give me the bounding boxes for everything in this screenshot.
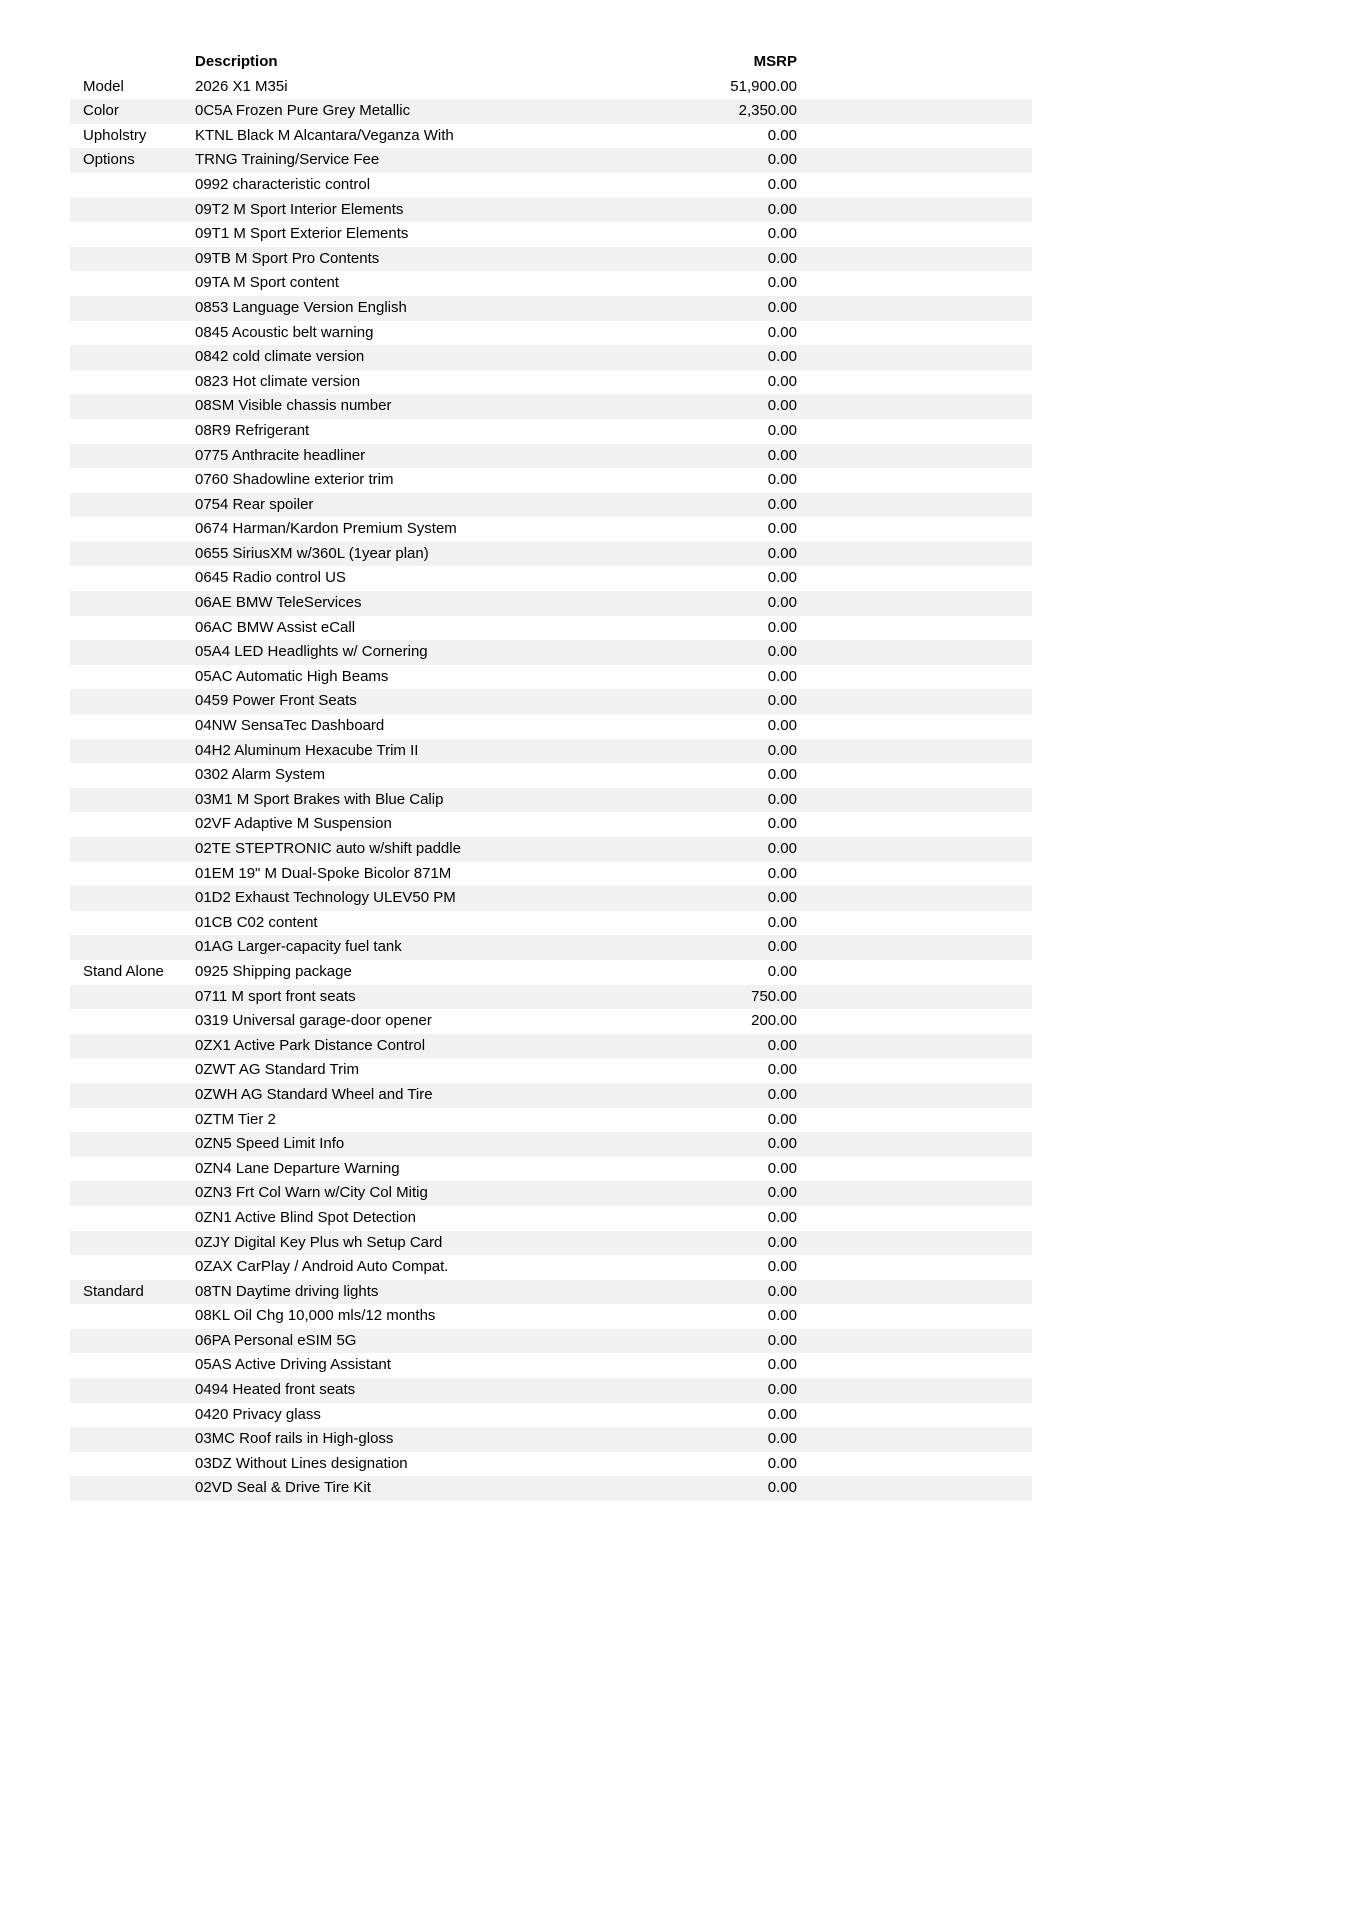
row-msrp-value: 0.00 — [767, 175, 797, 193]
row-description-label: 03M1 M Sport Brakes with Blue Calip — [195, 788, 600, 813]
row-description-label: 05AS Active Driving Assistant — [195, 1356, 391, 1374]
header-description-label: Description — [195, 53, 278, 70]
row-category-label — [70, 812, 195, 837]
row-category-label — [70, 935, 195, 960]
row-spacer-cell — [797, 173, 1032, 198]
row-spacer-cell — [797, 763, 1032, 788]
row-msrp-value: 0.00 — [600, 689, 797, 714]
row-msrp-value: 0.00 — [767, 618, 797, 636]
table-row — [70, 394, 1032, 419]
row-spacer-cell — [797, 886, 1032, 911]
row-spacer-cell — [797, 75, 1032, 100]
row-spacer-cell — [797, 1108, 1032, 1133]
row-description-label: 0845 Acoustic belt warning — [195, 323, 374, 341]
row-spacer-cell — [797, 1009, 1032, 1034]
row-description-label: 0302 Alarm System — [195, 766, 326, 784]
row-description-label: 06PA Personal eSIM 5G — [195, 1329, 600, 1354]
table-row — [70, 935, 1032, 960]
row-category-label — [70, 345, 195, 370]
row-description-label: 0992 characteristic control — [195, 175, 371, 193]
row-spacer-cell — [797, 1452, 1032, 1477]
row-description-label: 0760 Shadowline exterior trim — [195, 471, 394, 489]
row-msrp-value: 0.00 — [600, 296, 797, 321]
table-row — [70, 222, 1032, 247]
row-category-label — [70, 468, 195, 493]
row-msrp-value: 0.00 — [600, 1132, 797, 1157]
row-description-label: 01EM 19" M Dual-Spoke Bicolor 871M — [195, 864, 452, 882]
row-description-label: 0842 cold climate version — [195, 345, 600, 370]
table-row — [70, 1034, 1032, 1059]
row-msrp-value: 0.00 — [600, 788, 797, 813]
row-description-label: 0ZTM Tier 2 — [195, 1110, 276, 1128]
row-msrp-value: 0.00 — [767, 323, 797, 341]
row-spacer-cell — [797, 1157, 1032, 1182]
row-category-label: Upholstry — [83, 126, 147, 144]
header-msrp-label: MSRP — [753, 53, 797, 70]
row-category-label — [70, 493, 195, 518]
table-row — [70, 1280, 1032, 1305]
row-description-label: 0823 Hot climate version — [195, 372, 361, 390]
row-description-label: 09T2 M Sport Interior Elements — [195, 198, 600, 223]
row-description-label: 0ZJY Digital Key Plus wh Setup Card — [195, 1231, 600, 1256]
table-row — [70, 370, 1032, 395]
row-msrp-value: 0.00 — [767, 225, 797, 243]
row-msrp-value: 0.00 — [767, 126, 797, 144]
row-spacer-cell — [797, 124, 1032, 149]
table-row — [70, 616, 1032, 641]
table-row — [70, 1058, 1032, 1083]
table-row — [70, 640, 1032, 665]
table-row — [70, 75, 1032, 100]
table-row — [70, 985, 1032, 1010]
row-spacer-cell — [797, 739, 1032, 764]
row-description-label: 02VF Adaptive M Suspension — [195, 815, 392, 833]
row-msrp-value: 0.00 — [767, 815, 797, 833]
table-row — [70, 1083, 1032, 1108]
row-spacer-cell — [797, 1255, 1032, 1280]
row-description-label: 04NW SensaTec Dashboard — [195, 717, 385, 735]
row-description-label: 03MC Roof rails in High-gloss — [195, 1427, 600, 1452]
row-spacer-cell — [797, 468, 1032, 493]
row-description-label: 0420 Privacy glass — [195, 1405, 321, 1423]
row-msrp-value: 0.00 — [600, 198, 797, 223]
row-category-label — [70, 1108, 195, 1133]
table-row — [70, 198, 1032, 223]
row-category-label — [70, 886, 195, 911]
row-msrp-value: 0.00 — [600, 345, 797, 370]
row-category-label — [70, 296, 195, 321]
row-msrp-value: 0.00 — [600, 1083, 797, 1108]
row-description-label: 09T1 M Sport Exterior Elements — [195, 225, 409, 243]
row-category-label — [70, 1378, 195, 1403]
row-msrp-value: 0.00 — [767, 864, 797, 882]
table-row — [70, 739, 1032, 764]
row-category-label — [70, 1452, 195, 1477]
row-category-label — [70, 714, 195, 739]
row-description-label: 0ZX1 Active Park Distance Control — [195, 1034, 600, 1059]
row-msrp-value: 0.00 — [767, 1208, 797, 1226]
table-row — [70, 296, 1032, 321]
row-description-label: 0319 Universal garage-door opener — [195, 1012, 432, 1030]
table-row — [70, 419, 1032, 444]
table-row — [70, 1304, 1032, 1329]
row-category-label — [70, 911, 195, 936]
row-category-label — [70, 788, 195, 813]
row-description-label: 0775 Anthracite headliner — [195, 444, 600, 469]
row-category-label — [70, 198, 195, 223]
table-row — [70, 837, 1032, 862]
row-category-label — [70, 1403, 195, 1428]
table-row — [70, 1132, 1032, 1157]
row-description-label: 0ZWT AG Standard Trim — [195, 1061, 359, 1079]
row-category-label — [70, 370, 195, 395]
row-description-label: 08SM Visible chassis number — [195, 394, 600, 419]
row-msrp-value: 0.00 — [600, 1378, 797, 1403]
table-row — [70, 99, 1032, 124]
table-row — [70, 1378, 1032, 1403]
row-spacer-cell — [797, 1304, 1032, 1329]
row-msrp-value: 750.00 — [600, 985, 797, 1010]
row-spacer-cell — [797, 1034, 1032, 1059]
row-msrp-value: 0.00 — [600, 542, 797, 567]
row-msrp-value: 51,900.00 — [730, 77, 797, 95]
row-category-label — [70, 173, 195, 198]
table-row — [70, 1329, 1032, 1354]
row-category-label — [70, 1255, 195, 1280]
row-description-label: 05A4 LED Headlights w/ Cornering — [195, 640, 600, 665]
row-msrp-value: 0.00 — [767, 471, 797, 489]
row-spacer-cell — [797, 370, 1032, 395]
row-spacer-cell — [797, 542, 1032, 567]
row-spacer-cell — [797, 935, 1032, 960]
table-row — [70, 788, 1032, 813]
row-spacer-cell — [797, 444, 1032, 469]
row-description-label: 0655 SiriusXM w/360L (1year plan) — [195, 542, 600, 567]
row-spacer-cell — [797, 296, 1032, 321]
table-row — [70, 689, 1032, 714]
row-msrp-value: 0.00 — [600, 493, 797, 518]
row-msrp-value: 0.00 — [767, 372, 797, 390]
row-description-label: 01AG Larger-capacity fuel tank — [195, 935, 600, 960]
row-description-label: 01D2 Exhaust Technology ULEV50 PM — [195, 886, 600, 911]
row-description-label: 0674 Harman/Kardon Premium System — [195, 520, 457, 538]
row-description-label: 06AC BMW Assist eCall — [195, 618, 356, 636]
table-row — [70, 124, 1032, 149]
row-category-label — [70, 591, 195, 616]
row-description-label: KTNL Black M Alcantara/Veganza With — [195, 126, 454, 144]
row-category-label — [70, 739, 195, 764]
row-msrp-value: 0.00 — [767, 1356, 797, 1374]
row-description-label: 0494 Heated front seats — [195, 1378, 600, 1403]
row-spacer-cell — [797, 321, 1032, 346]
row-spacer-cell — [797, 1329, 1032, 1354]
row-spacer-cell — [797, 419, 1032, 444]
row-spacer-cell — [797, 198, 1032, 223]
row-msrp-value: 0.00 — [767, 913, 797, 931]
row-category-label: Stand Alone — [83, 962, 164, 980]
row-category-label — [70, 1476, 195, 1501]
row-msrp-value: 0.00 — [600, 247, 797, 272]
row-category-label — [70, 566, 195, 591]
table-row — [70, 591, 1032, 616]
row-category-label — [70, 1206, 195, 1231]
row-spacer-cell — [797, 222, 1032, 247]
row-category-label — [70, 321, 195, 346]
row-msrp-value: 0.00 — [600, 394, 797, 419]
table-row — [70, 665, 1032, 690]
table-row — [70, 468, 1032, 493]
row-category-label — [70, 1304, 195, 1329]
row-description-label: 09TB M Sport Pro Contents — [195, 247, 600, 272]
row-spacer-cell — [797, 837, 1032, 862]
row-msrp-value: 0.00 — [767, 1307, 797, 1325]
row-spacer-cell — [797, 1206, 1032, 1231]
table-row — [70, 714, 1032, 739]
row-category-label — [70, 1058, 195, 1083]
row-spacer-cell — [797, 148, 1032, 173]
row-msrp-value: 0.00 — [767, 1405, 797, 1423]
row-description-label: 08KL Oil Chg 10,000 mls/12 months — [195, 1307, 436, 1325]
row-spacer-cell — [797, 788, 1032, 813]
row-description-label: 0711 M sport front seats — [195, 985, 600, 1010]
row-category-label — [70, 1132, 195, 1157]
row-spacer-cell — [797, 812, 1032, 837]
table-row — [70, 1353, 1032, 1378]
table-row — [70, 1009, 1032, 1034]
row-msrp-value: 0.00 — [767, 421, 797, 439]
row-description-label: 0853 Language Version English — [195, 296, 600, 321]
row-description-label: 08R9 Refrigerant — [195, 421, 310, 439]
row-msrp-value: 0.00 — [600, 1329, 797, 1354]
table-row — [70, 1108, 1032, 1133]
row-msrp-value: 0.00 — [767, 1061, 797, 1079]
row-description-label: 04H2 Aluminum Hexacube Trim II — [195, 739, 600, 764]
header-spacer-cell — [797, 50, 1032, 75]
row-spacer-cell — [797, 1353, 1032, 1378]
row-category-label — [70, 689, 195, 714]
row-description-label: 0925 Shipping package — [195, 962, 352, 980]
row-msrp-value: 0.00 — [600, 1181, 797, 1206]
row-category-label — [70, 1181, 195, 1206]
row-category-label — [70, 1427, 195, 1452]
row-description-label: 0459 Power Front Seats — [195, 689, 600, 714]
row-spacer-cell — [797, 1083, 1032, 1108]
spec-table — [70, 50, 1032, 1501]
table-row — [70, 763, 1032, 788]
row-description-label: 02VD Seal & Drive Tire Kit — [195, 1476, 600, 1501]
table-row — [70, 911, 1032, 936]
row-category-label — [70, 419, 195, 444]
table-row — [70, 1403, 1032, 1428]
row-description-label: 09TA M Sport content — [195, 274, 339, 292]
row-description-label: 03DZ Without Lines designation — [195, 1454, 408, 1472]
row-spacer-cell — [797, 566, 1032, 591]
row-category-label: Options — [70, 148, 195, 173]
row-msrp-value: 0.00 — [767, 667, 797, 685]
row-msrp-value: 0.00 — [767, 1258, 797, 1276]
table-row — [70, 566, 1032, 591]
row-spacer-cell — [797, 1427, 1032, 1452]
table-row — [70, 1255, 1032, 1280]
row-msrp-value: 0.00 — [767, 1110, 797, 1128]
table-header-row — [70, 50, 1032, 75]
row-msrp-value: 0.00 — [600, 1280, 797, 1305]
row-category-label — [70, 1034, 195, 1059]
row-msrp-value: 0.00 — [767, 1454, 797, 1472]
row-description-label: 0C5A Frozen Pure Grey Metallic — [195, 99, 600, 124]
table-row — [70, 517, 1032, 542]
row-spacer-cell — [797, 394, 1032, 419]
table-row — [70, 148, 1032, 173]
table-row — [70, 1476, 1032, 1501]
row-category-label — [70, 1329, 195, 1354]
table-row — [70, 345, 1032, 370]
row-spacer-cell — [797, 247, 1032, 272]
table-row — [70, 812, 1032, 837]
row-msrp-value: 0.00 — [600, 886, 797, 911]
row-description-label: 0ZWH AG Standard Wheel and Tire — [195, 1083, 600, 1108]
row-msrp-value: 0.00 — [767, 274, 797, 292]
row-category-label — [70, 517, 195, 542]
row-msrp-value: 0.00 — [767, 1159, 797, 1177]
row-spacer-cell — [797, 616, 1032, 641]
row-msrp-value: 0.00 — [600, 837, 797, 862]
row-spacer-cell — [797, 960, 1032, 985]
row-category-label — [70, 837, 195, 862]
row-spacer-cell — [797, 591, 1032, 616]
row-msrp-value: 0.00 — [600, 148, 797, 173]
row-category-label — [70, 247, 195, 272]
row-description-label: 2026 X1 M35i — [195, 77, 288, 95]
row-msrp-value: 0.00 — [767, 717, 797, 735]
row-msrp-value: 0.00 — [600, 1231, 797, 1256]
row-spacer-cell — [797, 271, 1032, 296]
table-row — [70, 247, 1032, 272]
table-row — [70, 173, 1032, 198]
header-category-cell — [70, 50, 195, 75]
row-msrp-value: 0.00 — [600, 640, 797, 665]
row-category-label — [70, 1157, 195, 1182]
table-row — [70, 271, 1032, 296]
table-row — [70, 1157, 1032, 1182]
row-category-label — [70, 640, 195, 665]
row-description-label: 0ZN1 Active Blind Spot Detection — [195, 1208, 416, 1226]
table-row — [70, 1181, 1032, 1206]
row-category-label — [70, 616, 195, 641]
row-msrp-value: 0.00 — [767, 766, 797, 784]
row-spacer-cell — [797, 517, 1032, 542]
table-row — [70, 960, 1032, 985]
row-spacer-cell — [797, 665, 1032, 690]
row-spacer-cell — [797, 985, 1032, 1010]
row-category-label: Standard — [70, 1280, 195, 1305]
table-row — [70, 1206, 1032, 1231]
table-row — [70, 444, 1032, 469]
row-spacer-cell — [797, 1231, 1032, 1256]
row-spacer-cell — [797, 1476, 1032, 1501]
row-spacer-cell — [797, 640, 1032, 665]
row-msrp-value: 0.00 — [767, 569, 797, 587]
row-spacer-cell — [797, 493, 1032, 518]
row-msrp-value: 0.00 — [600, 591, 797, 616]
row-category-label — [70, 222, 195, 247]
row-description-label: 02TE STEPTRONIC auto w/shift paddle — [195, 837, 600, 862]
row-spacer-cell — [797, 1058, 1032, 1083]
row-description-label: TRNG Training/Service Fee — [195, 148, 600, 173]
row-spacer-cell — [797, 1280, 1032, 1305]
row-msrp-value: 0.00 — [767, 520, 797, 538]
row-category-label — [70, 1083, 195, 1108]
row-description-label: 08TN Daytime driving lights — [195, 1280, 600, 1305]
row-description-label: 0ZN4 Lane Departure Warning — [195, 1159, 400, 1177]
row-msrp-value: 0.00 — [767, 962, 797, 980]
row-description-label: 0ZN5 Speed Limit Info — [195, 1132, 600, 1157]
row-msrp-value: 0.00 — [600, 1427, 797, 1452]
row-spacer-cell — [797, 1378, 1032, 1403]
row-spacer-cell — [797, 1403, 1032, 1428]
row-category-label — [70, 542, 195, 567]
row-msrp-value: 2,350.00 — [600, 99, 797, 124]
row-description-label: 0ZAX CarPlay / Android Auto Compat. — [195, 1258, 449, 1276]
row-msrp-value: 0.00 — [600, 935, 797, 960]
row-category-label — [70, 665, 195, 690]
row-spacer-cell — [797, 862, 1032, 887]
row-msrp-value: 0.00 — [600, 444, 797, 469]
table-row — [70, 1452, 1032, 1477]
row-category-label — [70, 271, 195, 296]
table-row — [70, 1427, 1032, 1452]
row-msrp-value: 0.00 — [600, 1034, 797, 1059]
row-spacer-cell — [797, 345, 1032, 370]
row-description-label: 06AE BMW TeleServices — [195, 591, 600, 616]
row-category-label — [70, 444, 195, 469]
row-category-label — [70, 763, 195, 788]
row-msrp-value: 0.00 — [600, 739, 797, 764]
row-spacer-cell — [797, 1132, 1032, 1157]
row-spacer-cell — [797, 689, 1032, 714]
row-category-label — [70, 1353, 195, 1378]
row-description-label: 0754 Rear spoiler — [195, 493, 600, 518]
row-category-label — [70, 1009, 195, 1034]
row-description-label: 0ZN3 Frt Col Warn w/City Col Mitig — [195, 1181, 600, 1206]
row-description-label: 0645 Radio control US — [195, 569, 346, 587]
table-row — [70, 542, 1032, 567]
row-category-label — [70, 985, 195, 1010]
row-category-label: Color — [70, 99, 195, 124]
row-spacer-cell — [797, 911, 1032, 936]
table-row — [70, 886, 1032, 911]
row-category-label: Model — [83, 77, 124, 95]
row-msrp-value: 0.00 — [600, 1476, 797, 1501]
row-spacer-cell — [797, 1181, 1032, 1206]
table-row — [70, 862, 1032, 887]
row-description-label: 05AC Automatic High Beams — [195, 667, 389, 685]
table-row — [70, 321, 1032, 346]
row-category-label — [70, 394, 195, 419]
table-row — [70, 493, 1032, 518]
spec-table-body — [70, 75, 1032, 1501]
table-row — [70, 1231, 1032, 1256]
row-spacer-cell — [797, 99, 1032, 124]
row-category-label — [70, 862, 195, 887]
row-description-label: 01CB C02 content — [195, 913, 318, 931]
row-msrp-value: 200.00 — [751, 1012, 797, 1030]
row-spacer-cell — [797, 714, 1032, 739]
row-category-label — [70, 1231, 195, 1256]
